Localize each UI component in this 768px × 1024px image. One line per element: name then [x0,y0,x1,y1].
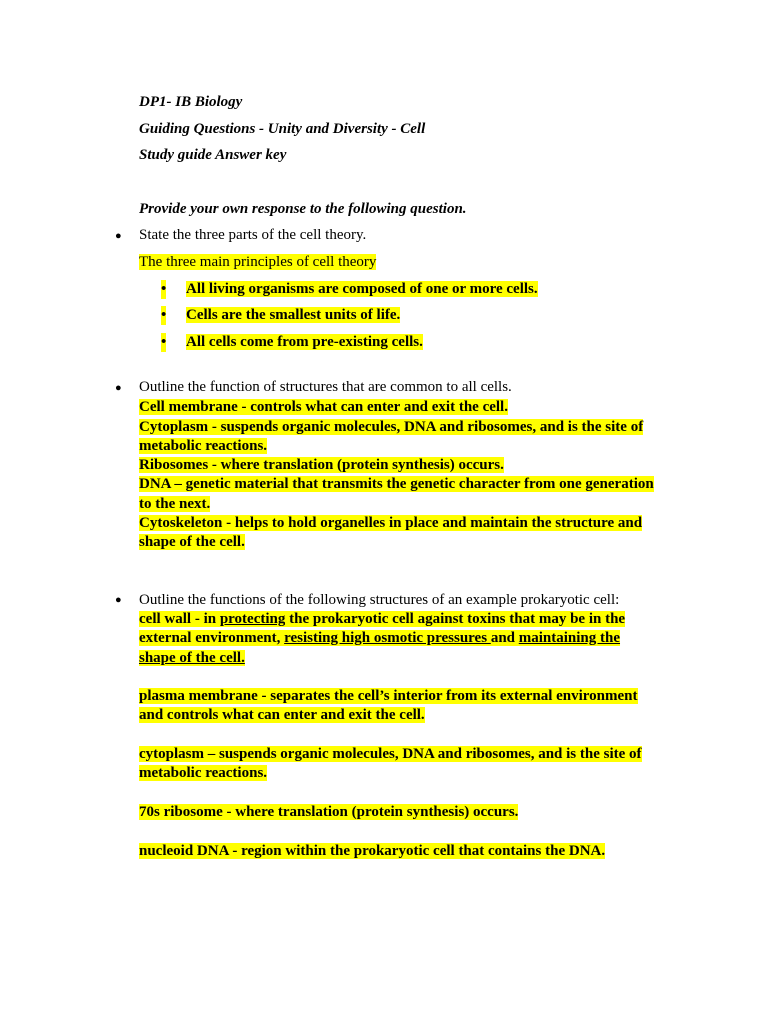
cell-wall-text: the prokaryotic cell against toxins that may be in the [285,611,626,627]
q2-line-text: Cytoplasm - suspends organic molecules, DNA and ribosomes, and is the site of [139,419,644,435]
q2-line [139,418,643,437]
cell-wall-maintaining: maintaining the [518,630,621,646]
q1-point-3-text: All cells come from pre-existing cells. [186,334,423,350]
q1-point-3 [186,333,423,352]
guiding-questions-title: Guiding Questions - Unity and Diversity - Cell [139,121,426,137]
question-2: Outline the function of structures that are common to all cells. [139,379,512,395]
sub-bullet: • [161,334,167,350]
cell-wall-text: and [490,630,519,646]
q2-line [139,475,654,494]
nucleoid-line [139,842,605,861]
cytoplasm-text: metabolic reactions. [139,765,268,781]
q1-point-2 [186,306,400,325]
bullet-q1: ● [115,230,122,242]
study-guide-title: Study guide Answer key [139,147,287,163]
q2-line [139,495,210,514]
plasma-membrane-line-1 [139,687,638,706]
course-title: DP1- IB Biology [139,94,243,110]
ribosome-text: 70s ribosome - where translation (protein synthesis) occurs. [139,804,519,820]
q2-line [139,533,245,552]
q2-line-text: shape of the cell. [139,534,245,550]
q2-line-text: to the next. [139,496,211,512]
q2-line-text: Cytoskeleton - helps to hold organelles in place and maintain the structure and [139,515,643,531]
q1-point-1-text: All living organisms are composed of one or more cells. [186,281,538,297]
cell-wall-line-3 [139,649,245,668]
cytoplasm-line-1 [139,745,642,764]
q2-line-text: metabolic reactions. [139,438,268,454]
sub-bullet: • [161,281,167,297]
question-3: Outline the functions of the following structures of an example prokaryotic cell: [139,592,620,608]
bullet-q3: ● [115,594,122,606]
q2-line-text: DNA – genetic material that transmits the genetic character from one generation [139,476,654,492]
plasma-membrane-text: plasma membrane - separates the cell’s interior from its external environment [139,688,638,704]
q1-intro-text: The three main principles of cell theory [139,254,377,270]
cell-wall-shape: shape of the cell. [139,650,245,666]
q2-line [139,514,642,533]
q1-point-2-text: Cells are the smallest units of life. [186,307,401,323]
cell-wall-line-2 [139,629,620,648]
ribosome-line [139,803,518,822]
cytoplasm-text: cytoplasm – suspends organic molecules, DNA and ribosomes, and is the site of [139,746,642,762]
instruction-text: Provide your own response to the following question. [139,201,467,217]
q1-point-1 [186,280,538,299]
plasma-membrane-text: and controls what can enter and exit the cell. [139,707,425,723]
sub-bullet: • [161,307,167,323]
q1-intro [139,253,376,272]
bullet-q2: ● [115,382,122,394]
cytoplasm-line-2 [139,764,267,783]
question-1: State the three parts of the cell theory. [139,227,367,243]
cell-wall-text: external environment, [139,630,285,646]
q2-line [139,456,504,475]
nucleoid-text: nucleoid DNA - region within the prokaryotic cell that contains the DNA. [139,843,606,859]
q2-line [139,398,508,417]
cell-wall-text: cell wall - in [139,611,220,627]
cell-wall-resisting: resisting high osmotic pressures [284,630,491,646]
q2-line-text: Cell membrane - controls what can enter and exit the cell. [139,399,508,415]
q2-line-text: Ribosomes - where translation (protein synthesis) occurs. [139,457,504,473]
q2-line [139,437,267,456]
cell-wall-protecting: protecting [219,611,286,627]
cell-wall-line-1 [139,610,625,629]
plasma-membrane-line-2 [139,706,425,725]
